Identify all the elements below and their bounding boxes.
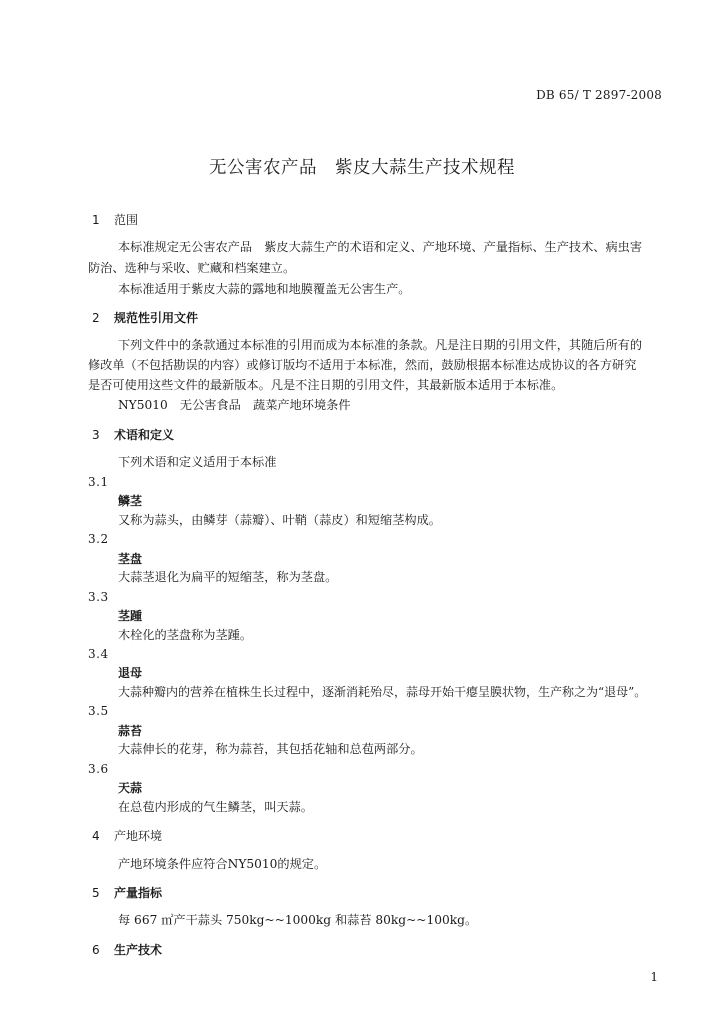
document-number: DB 65/ T 2897-2008 <box>536 88 662 102</box>
section-3-heading <box>92 429 174 441</box>
section-title: 产地环境 <box>114 829 163 843</box>
section-title: 范围 <box>114 213 139 227</box>
paragraph: 本标准适用于紫皮大蒜的露地和地膜覆盖无公害生产。 <box>118 282 411 296</box>
term-name: 退母 <box>118 666 143 680</box>
term-name: 天蒜 <box>118 781 143 795</box>
term-number: 3.6 <box>88 762 109 776</box>
paragraph: 每 667 ㎡产干蒜头 750kg~~1000kg 和蒜苔 80kg~~100kg。 <box>118 913 478 927</box>
term-definition: 大蒜种瓣内的营养在植株生长过程中，逐渐消耗殆尽，蒜母开始干瘪呈膜状物，生产称之为“退母”。 <box>118 685 647 699</box>
term-name: 茎盘 <box>118 552 143 566</box>
reference-item: NY5010 无公害食品 蔬菜产地环境条件 <box>118 398 351 412</box>
paragraph: 修改单（不包括勘误的内容）或修订版均不适用于本标准，然而，鼓励根据本标准达成协议的各方研究 <box>88 358 637 372</box>
section-number: 4 <box>92 829 100 843</box>
paragraph: 产地环境条件应符合NY5010的规定。 <box>118 857 327 871</box>
section-title: 生产技术 <box>114 943 163 957</box>
section-number: 1 <box>92 213 100 227</box>
page-number: 1 <box>650 970 658 984</box>
section-5-heading <box>92 887 162 899</box>
term-name: 鳞茎 <box>118 494 143 508</box>
section-title: 产量指标 <box>114 886 163 900</box>
section-6-heading <box>92 944 162 956</box>
section-4-heading <box>92 830 162 842</box>
term-definition: 大蒜茎退化为扁平的短缩茎，称为茎盘。 <box>118 570 338 584</box>
term-definition: 木栓化的茎盘称为茎踵。 <box>118 628 253 642</box>
term-definition: 在总苞内形成的气生鳞茎，叫天蒜。 <box>118 800 313 814</box>
section-number: 6 <box>92 943 100 957</box>
term-definition: 又称为蒜头，由鳞芽（蒜瓣）、叶鞘（蒜皮）和短缩茎构成。 <box>118 513 441 527</box>
term-number: 3.5 <box>88 704 109 718</box>
term-number: 3.1 <box>88 475 109 489</box>
term-name: 茎踵 <box>118 609 143 623</box>
term-number: 3.2 <box>88 532 109 546</box>
paragraph: 下列术语和定义适用于本标准 <box>118 455 277 469</box>
term-number: 3.3 <box>88 590 109 604</box>
section-title: 术语和定义 <box>114 428 175 442</box>
section-1-heading <box>92 214 138 226</box>
paragraph: 是否可使用这些文件的最新版本。凡是不注日期的引用文件，其最新版本适用于本标准。 <box>88 378 564 392</box>
paragraph: 本标准规定无公害农产品 紫皮大蒜生产的术语和定义、产地环境、产量指标、生产技术、病虫害 <box>118 240 643 254</box>
section-title: 规范性引用文件 <box>114 311 199 325</box>
term-name: 蒜苔 <box>118 724 143 738</box>
section-2-heading <box>92 312 198 324</box>
paragraph: 防治、选种与采收、贮藏和档案建立。 <box>88 261 296 275</box>
section-number: 2 <box>92 311 100 325</box>
term-number: 3.4 <box>88 647 109 661</box>
paragraph: 下列文件中的条款通过本标准的引用而成为本标准的条款。凡是注日期的引用文件，其随后所有的 <box>118 338 643 352</box>
document-title: 无公害农产品 紫皮大蒜生产技术规程 <box>209 158 515 178</box>
term-definition: 大蒜伸长的花芽，称为蒜苔，其包括花轴和总苞两部分。 <box>118 742 423 756</box>
section-number: 3 <box>92 428 100 442</box>
section-number: 5 <box>92 886 100 900</box>
